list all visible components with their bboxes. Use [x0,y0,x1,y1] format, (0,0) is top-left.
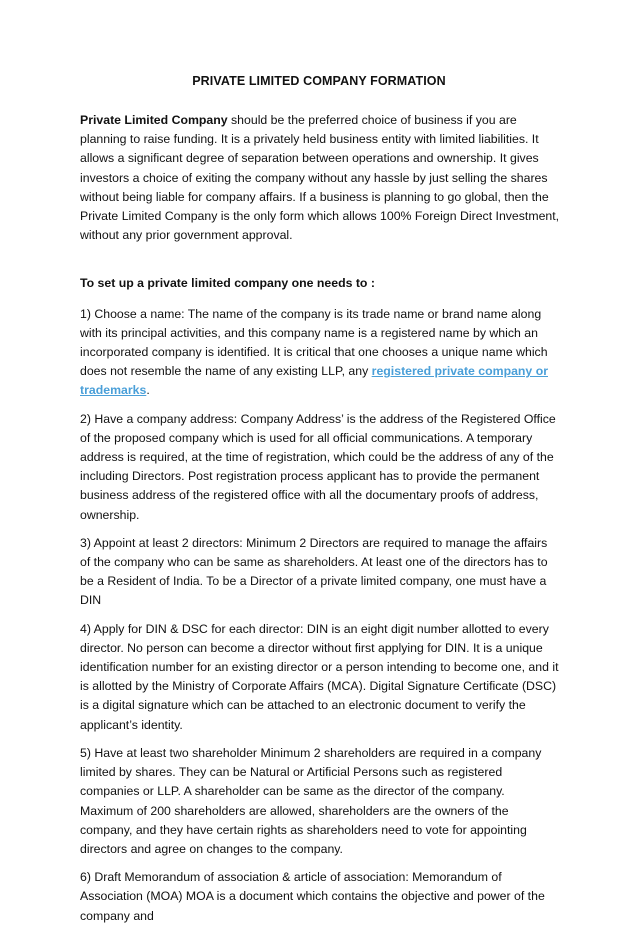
step-1-paragraph [80,305,560,401]
intro-paragraph [80,111,560,245]
step-4-paragraph: 4) Apply for DIN & DSC for each director: DIN is an eight digit number allotted to every director. No person can become a director without first applying for DIN. It is a unique identification number for an existing director or a person intending to become one, and it is allotted by the Ministry of Corporate Affairs (MCA). Digital Signature Certificate (DSC) is a digital signature which can be attached to an electronic document to verify the applicant’s identity. [80,621,559,732]
step-1-text-end: . [146,383,150,398]
intro-bold-lead: Private Limited Company [80,113,228,127]
document-body [80,111,560,926]
steps-heading-text: To set up a private limited company one needs to : [80,276,375,291]
steps-heading [80,274,560,293]
step-5-paragraph: 5) Have at least two shareholder Minimum 2 shareholders are required in a company limited by shares. They can be Natural or Artificial Persons such as registered companies or LLP. A shareholder can be same as the director of the company. Maximum of 200 shareholders are allowed, shareholders are the owners of the company, and they have certain rights as shareholders need to vote for appointing directors and agree on changes to the company. [80,745,542,856]
document-title: PRIVATE LIMITED COMPANY FORMATION [192,74,446,88]
step-1-text: 1) Choose a name: The name of the company is its trade name or brand name along with its principal activities, and this company name is a registered name by which an incorporated company is identified. It is critical that one chooses a unique name which does not resemble the name of any existing LLP, any [80,306,548,379]
step-6-paragraph: 6) Draft Memorandum of association & article of association: Memorandum of Association (MOA) MOA is a document which contains the objective and power of the company and [80,870,545,923]
step-2-paragraph: 2) Have a company address: Company Address’ is the address of the Registered Office of the proposed company which is used for all official communications. A temporary address is required, at the time of registration, which could be the address of any of the including Directors. Post registration process applicant has to provide the permanent business address of the registered office with all the documentary proofs of address, ownership. [80,411,556,522]
step-3-paragraph: 3) Appoint at least 2 directors: Minimum 2 Directors are required to manage the affairs of the company who can be same as shareholders. At least one of the directors has to be a Resident of India. To be a Director of a private limited company, one must have a DIN [80,535,548,608]
registered-company-trademarks-link[interactable]: registered private company or trademarks [80,364,548,398]
intro-text: should be the preferred choice of business if you are planning to raise funding. It is a privately held business entity with limited liabilities. It allows a significant degree of separation between operations and ownership. It gives investors a choice of exiting the company without any hassle by just selling the shares without being liable for company affairs. If a business is planning to go global, then the Private Limited Company is the only form which allows 100% Foreign Direct Investment, without any prior government approval. [80,113,560,243]
